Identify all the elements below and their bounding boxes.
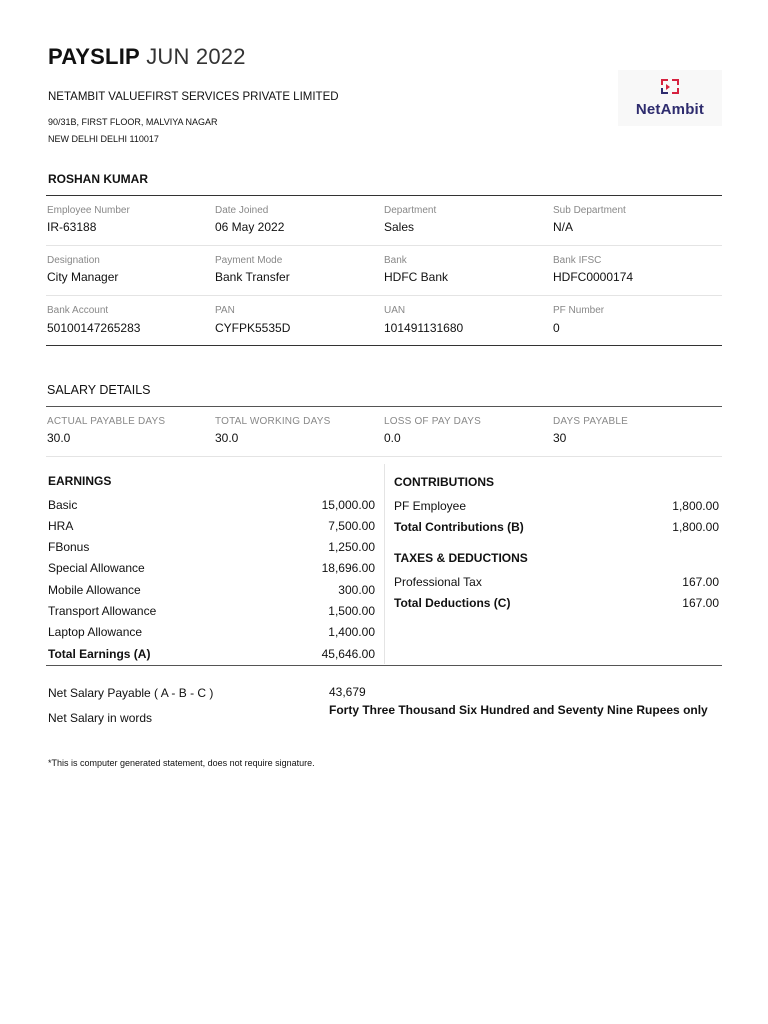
company-name: NETAMBIT VALUEFIRST SERVICES PRIVATE LIMITED	[48, 91, 339, 103]
field-label: Bank IFSC	[553, 255, 602, 266]
days-value: 30	[553, 431, 567, 445]
earning-amount: 1,500.00	[328, 604, 375, 618]
days-value: 30.0	[215, 431, 239, 445]
contribution-name: PF Employee	[394, 499, 467, 513]
days-value: 30.0	[47, 431, 71, 445]
field-label: Bank	[384, 255, 407, 266]
logo-text: NetAmbit	[635, 101, 705, 118]
company-logo	[618, 70, 722, 126]
earning-name: HRA	[48, 519, 74, 533]
divider	[46, 665, 722, 666]
field-value: Sales	[384, 220, 415, 234]
field-label: Department	[384, 205, 437, 216]
field-value: IR-63188	[47, 220, 97, 234]
salary-details-heading: SALARY DETAILS	[47, 383, 151, 397]
earning-name: Transport Allowance	[48, 604, 157, 618]
company-address-line2: NEW DELHI DELHI 110017	[48, 134, 159, 144]
earning-name: FBonus	[48, 540, 90, 554]
footer-note: *This is computer generated statement, does not require signature.	[48, 758, 315, 768]
divider	[46, 245, 722, 246]
title-month: JUN 2022	[146, 44, 246, 69]
field-label: Payment Mode	[215, 255, 283, 266]
earning-amount: 15,000.00	[321, 498, 375, 512]
employee-name: ROSHAN KUMAR	[48, 172, 148, 186]
contributions-heading: CONTRIBUTIONS	[394, 475, 494, 489]
earnings-heading: EARNINGS	[48, 474, 112, 488]
net-payable-label: Net Salary Payable ( A - B - C )	[48, 686, 214, 700]
divider	[46, 195, 722, 196]
divider	[46, 406, 722, 407]
earning-amount: 7,500.00	[328, 519, 375, 533]
title-label: PAYSLIP	[48, 44, 140, 69]
field-label: PF Number	[553, 305, 605, 316]
field-label: Designation	[47, 255, 100, 266]
total-earnings-amount: 45,646.00	[321, 647, 375, 661]
earning-amount: 1,400.00	[328, 625, 375, 639]
earning-amount: 300.00	[338, 583, 375, 597]
total-deductions-amount: 167.00	[682, 596, 719, 610]
field-label: Employee Number	[47, 205, 130, 216]
net-payable-value: 43,679	[329, 685, 366, 699]
earning-name: Mobile Allowance	[48, 583, 141, 597]
earning-amount: 1,250.00	[328, 540, 375, 554]
net-words-label: Net Salary in words	[48, 711, 153, 725]
total-earnings-label: Total Earnings (A)	[48, 647, 151, 661]
logo-mark-icon	[658, 76, 682, 98]
field-label: Bank Account	[47, 305, 109, 316]
field-value: 50100147265283	[47, 321, 141, 335]
field-value: N/A	[553, 220, 574, 234]
field-value: 06 May 2022	[215, 220, 285, 234]
days-label: ACTUAL PAYABLE DAYS	[47, 416, 166, 427]
days-label: LOSS OF PAY DAYS	[384, 416, 481, 427]
field-label: Date Joined	[215, 205, 269, 216]
contribution-amount: 1,800.00	[672, 499, 719, 513]
divider	[46, 345, 722, 346]
field-value: Bank Transfer	[215, 270, 290, 284]
earning-name: Basic	[48, 498, 78, 512]
days-value: 0.0	[384, 431, 401, 445]
total-contributions-label: Total Contributions (B)	[394, 520, 524, 534]
days-label: DAYS PAYABLE	[553, 416, 629, 427]
field-label: UAN	[384, 305, 406, 316]
total-deductions-label: Total Deductions (C)	[394, 596, 511, 610]
company-address-line1: 90/31B, FIRST FLOOR, MALVIYA NAGAR	[48, 117, 218, 127]
field-label: PAN	[215, 305, 235, 316]
total-contributions-amount: 1,800.00	[672, 520, 719, 534]
field-value: 101491131680	[384, 321, 464, 335]
field-value: City Manager	[47, 270, 119, 284]
field-value: HDFC0000174	[553, 270, 634, 284]
earning-amount: 18,696.00	[321, 561, 375, 575]
net-words-value: Forty Three Thousand Six Hundred and Seventy Nine Rupees only	[329, 703, 708, 717]
earning-name: Special Allowance	[48, 561, 145, 575]
divider	[46, 456, 722, 457]
days-label: TOTAL WORKING DAYS	[215, 416, 331, 427]
column-divider	[384, 464, 385, 664]
payslip-title	[48, 44, 246, 70]
field-value: CYFPK5535D	[215, 321, 291, 335]
earning-name: Laptop Allowance	[48, 625, 143, 639]
deduction-name: Professional Tax	[394, 575, 482, 589]
divider	[46, 295, 722, 296]
field-label: Sub Department	[553, 205, 626, 216]
field-value: HDFC Bank	[384, 270, 449, 284]
deductions-heading: TAXES & DEDUCTIONS	[394, 551, 528, 565]
field-value: 0	[553, 321, 560, 335]
deduction-amount: 167.00	[682, 575, 719, 589]
